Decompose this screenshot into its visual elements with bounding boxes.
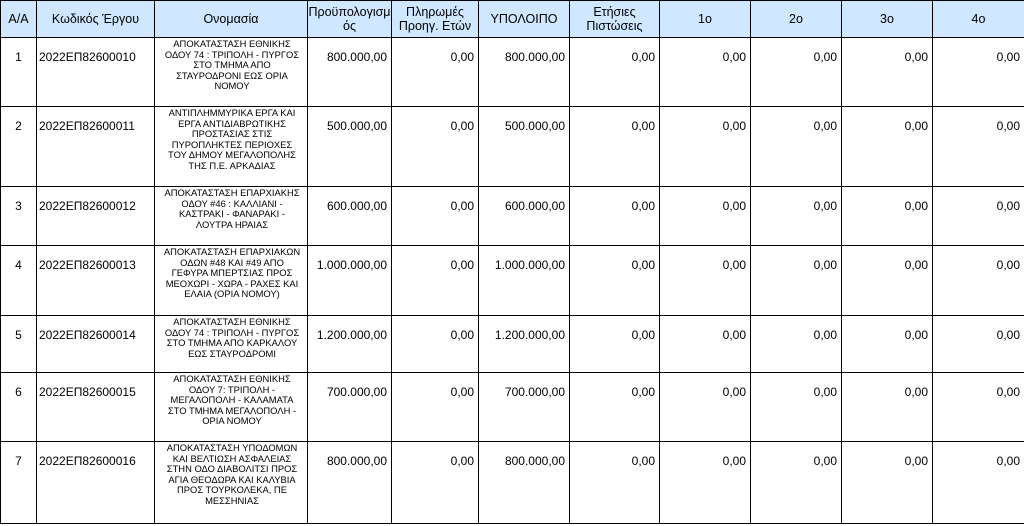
cell-aa: 7 (1, 442, 37, 524)
header-prev-payments: Πληρωμές Προηγ. Ετών (392, 1, 479, 38)
cell-annual: 0,00 (570, 373, 660, 442)
cell-q3: 0,00 (842, 442, 933, 524)
cell-q1: 0,00 (660, 373, 751, 442)
cell-q4: 0,00 (933, 187, 1024, 246)
cell-q1: 0,00 (660, 442, 751, 524)
table-row (1, 373, 1024, 442)
cell-q3: 0,00 (842, 38, 933, 107)
header-q4: 4ο (933, 1, 1024, 38)
cell-q3: 0,00 (842, 187, 933, 246)
cell-budget: 1.200.000,00 (308, 316, 392, 373)
cell-remaining: 1.200.000,00 (479, 316, 570, 373)
cell-remaining: 1.000.000,00 (479, 246, 570, 316)
cell-q2: 0,00 (751, 107, 842, 187)
cell-name: ΑΝΤΙΠΛΗΜΜΥΡΙΚΑ ΕΡΓΑ ΚΑΙ ΕΡΓΑ ΑΝΤΙΔΙΑΒΡΩΤΙΚΗΣ ΠΡΟΣΤΑΣΙΑΣ ΣΤΙΣ ΠΥΡΟΠΛΗΚΤΕΣ ΠΕΡΙΟΧΕΣ ΤΟΥ ΔΗΜΟΥ ΜΕΓΑΛΟΠΟΛΗΣ ΤΗΣ Π.Ε. ΑΡΚΑΔΙΑΣ (155, 107, 308, 187)
cell-name: ΑΠΟΚΑΤΑΣΤΑΣΗ ΕΘΝΙΚΗΣ ΟΔΟΥ 74 : ΤΡΙΠΟΛΗ - ΠΥΡΓΟΣ ΣΤΟ ΤΜΗΜΑ ΑΠΟ ΚΑΡΚΑΛΟΥ ΕΩΣ ΣΤΑΥΡΟΔΡΟΜΙ (155, 316, 308, 373)
cell-budget: 800.000,00 (308, 38, 392, 107)
cell-prev-payments: 0,00 (392, 246, 479, 316)
cell-q3: 0,00 (842, 316, 933, 373)
cell-prev-payments: 0,00 (392, 442, 479, 524)
cell-q2: 0,00 (751, 246, 842, 316)
cell-budget: 1.000.000,00 (308, 246, 392, 316)
header-row (1, 1, 1024, 38)
header-name: Ονομασία (155, 1, 308, 38)
header-q2: 2ο (751, 1, 842, 38)
cell-annual: 0,00 (570, 107, 660, 187)
cell-annual: 0,00 (570, 187, 660, 246)
cell-prev-payments: 0,00 (392, 187, 479, 246)
cell-code: 2022ΕΠ82600011 (37, 107, 155, 187)
table-row (1, 187, 1024, 246)
cell-q4: 0,00 (933, 442, 1024, 524)
cell-code: 2022ΕΠ82600010 (37, 38, 155, 107)
cell-q4: 0,00 (933, 316, 1024, 373)
cell-q2: 0,00 (751, 187, 842, 246)
table-row (1, 38, 1024, 107)
header-budget: Προϋπολογισμ ός (308, 1, 392, 38)
cell-prev-payments: 0,00 (392, 316, 479, 373)
cell-code: 2022ΕΠ82600015 (37, 373, 155, 442)
cell-q4: 0,00 (933, 246, 1024, 316)
cell-q4: 0,00 (933, 107, 1024, 187)
cell-q2: 0,00 (751, 442, 842, 524)
cell-aa: 4 (1, 246, 37, 316)
cell-budget: 600.000,00 (308, 187, 392, 246)
cell-q2: 0,00 (751, 316, 842, 373)
cell-prev-payments: 0,00 (392, 373, 479, 442)
header-q1: 1ο (660, 1, 751, 38)
table-row (1, 316, 1024, 373)
header-aa: Α/Α (1, 1, 37, 38)
cell-q1: 0,00 (660, 316, 751, 373)
cell-prev-payments: 0,00 (392, 107, 479, 187)
table-row (1, 246, 1024, 316)
cell-annual: 0,00 (570, 316, 660, 373)
cell-code: 2022ΕΠ82600013 (37, 246, 155, 316)
table-row (1, 442, 1024, 524)
cell-q1: 0,00 (660, 107, 751, 187)
cell-aa: 1 (1, 38, 37, 107)
cell-annual: 0,00 (570, 38, 660, 107)
cell-q3: 0,00 (842, 373, 933, 442)
cell-code: 2022ΕΠ82600014 (37, 316, 155, 373)
header-q3: 3ο (842, 1, 933, 38)
cell-remaining: 800.000,00 (479, 38, 570, 107)
cell-q1: 0,00 (660, 246, 751, 316)
table-row (1, 107, 1024, 187)
cell-q3: 0,00 (842, 107, 933, 187)
cell-name: ΑΠΟΚΑΤΑΣΤΑΣΗ ΥΠΟΔΟΜΩΝ ΚΑΙ ΒΕΛΤΙΩΣΗ ΑΣΦΑΛΕΙΑΣ ΣΤΗΝ ΟΔΟ ΔΙΑΒΟΛΙΤΣΙ ΠΡΟΣ ΑΓΙΑ ΘΕΟΔΩΡΑ ΚΑΙ ΚΑΛΥΒΙΑ ΠΡΟΣ ΤΟΥΡΚΟΛΕΚΑ, ΠΕ ΜΕΣΣΗΝΙΑΣ (155, 442, 308, 524)
cell-q2: 0,00 (751, 38, 842, 107)
cell-budget: 800.000,00 (308, 442, 392, 524)
cell-remaining: 800.000,00 (479, 442, 570, 524)
header-annual: Ετήσιες Πιστώσεις (570, 1, 660, 38)
cell-aa: 3 (1, 187, 37, 246)
table-body (1, 38, 1024, 524)
cell-name: ΑΠΟΚΑΤΑΣΤΑΣΗ ΕΠΑΡΧΙΑΚΗΣ ΟΔΟΥ #46 : ΚΑΛΛΙΑΝΙ - ΚΑΣΤΡΑΚΙ - ΦΑΝΑΡΑΚΙ - ΛΟΥΤΡΑ ΗΡΑΙΑΣ (155, 187, 308, 246)
cell-name: ΑΠΟΚΑΤΑΣΤΑΣΗ ΕΘΝΙΚΗΣ ΟΔΟΥ 7: ΤΡΙΠΟΛΗ - ΜΕΓΑΛΟΠΟΛΗ - ΚΑΛΑΜΑΤΑ ΣΤΟ ΤΜΗΜΑ ΜΕΓΑΛΟΠΟΛΗ - ΟΡΙΑ ΝΟΜΟΥ (155, 373, 308, 442)
header-code: Κωδικός Έργου (37, 1, 155, 38)
cell-annual: 0,00 (570, 246, 660, 316)
header-remaining: ΥΠΟΛΟΙΠΟ (479, 1, 570, 38)
cell-q1: 0,00 (660, 38, 751, 107)
cell-aa: 5 (1, 316, 37, 373)
cell-name: ΑΠΟΚΑΤΑΣΤΑΣΗ ΕΘΝΙΚΗΣ ΟΔΟΥ 74 : ΤΡΙΠΟΛΗ - ΠΥΡΓΟΣ ΣΤΟ ΤΜΗΜΑ ΑΠΟ ΣΤΑΥΡΟΔΡΟΝΙ ΕΩΣ ΟΡΙΑ ΝΟΜΟΥ (155, 38, 308, 107)
cell-q1: 0,00 (660, 187, 751, 246)
cell-remaining: 500.000,00 (479, 107, 570, 187)
cell-budget: 700.000,00 (308, 373, 392, 442)
cell-q4: 0,00 (933, 38, 1024, 107)
cell-remaining: 700.000,00 (479, 373, 570, 442)
cell-aa: 2 (1, 107, 37, 187)
cell-code: 2022ΕΠ82600016 (37, 442, 155, 524)
cell-q2: 0,00 (751, 373, 842, 442)
cell-q4: 0,00 (933, 373, 1024, 442)
cell-annual: 0,00 (570, 442, 660, 524)
cell-name: ΑΠΟΚΑΤΑΣΤΑΣΗ ΕΠΑΡΧΙΑΚΩΝ ΟΔΩΝ #48 ΚΑΙ #49 ΑΠΟ ΓΕΦΥΡΑ ΜΠΕΡΤΣΙΑΣ ΠΡΟΣ ΜΕΟΧΩΡΙ - ΧΩΡΑ - ΡΑΧΕΣ ΚΑΙ ΕΛΑΙΑ (ΟΡΙΑ ΝΟΜΟΥ) (155, 246, 308, 316)
cell-remaining: 600.000,00 (479, 187, 570, 246)
cell-prev-payments: 0,00 (392, 38, 479, 107)
cell-budget: 500.000,00 (308, 107, 392, 187)
cell-code: 2022ΕΠ82600012 (37, 187, 155, 246)
cell-aa: 6 (1, 373, 37, 442)
cell-q3: 0,00 (842, 246, 933, 316)
